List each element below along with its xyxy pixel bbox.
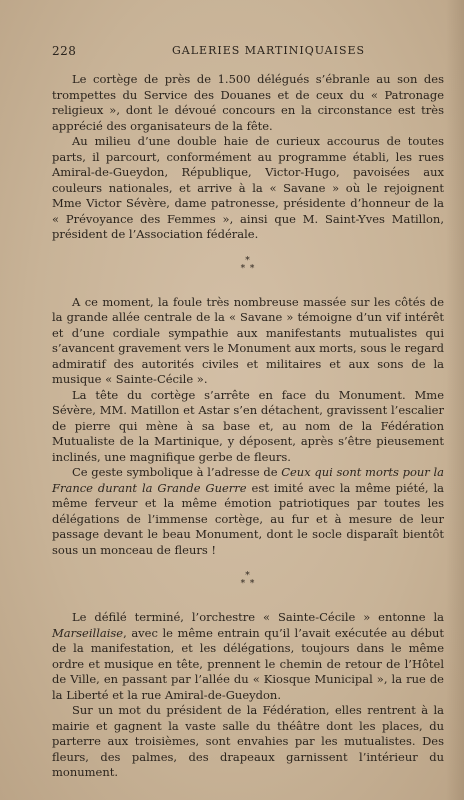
- paragraph: A ce moment, la foule très nombreuse massée sur les côtés de la grande allée centrale de la « Savane » témoigne d’un vif intérêt et d’une cordiale sympathie aux manifestants mutualistes qui s’avancent gravement vers le Monument aux morts, sous le regard admiratif des autorités civiles et militaires et aux sons de la musique « Sainte-Cécile ».: [52, 294, 444, 386]
- paragraph: [52, 465, 444, 558]
- page-header: [52, 44, 414, 60]
- paragraph: Le cortège de près de 1.500 délégués s’ébranle au son des trompettes du Service des Douanes et de ceux du « Patronage religieux », dont le dévoué concours en la circonstance est très apprécié des organisateurs de la fête.: [52, 72, 444, 133]
- running-title: GALERIES MARTINIQUAISES: [172, 44, 366, 57]
- text-run: est imité avec la même piété, la même ferveur et la même émotion patriotiques par toutes les délégations de l’immense cortège, au fur et à mesure de leur passage devant le beau Monument, dont le socle disparaît bientôt sous un monceau de fleurs !: [52, 480, 445, 557]
- asterisk-bottom: * *: [240, 579, 256, 589]
- text-run: Ce geste symbolique à l’adresse de: [72, 465, 282, 479]
- section-separator: [52, 257, 444, 273]
- paragraph: La tête du cortège s’arrête en face du Monument. Mme Sévère, MM. Matillon et Astar s’en détachent, gravissent l’escalier de pierre qui mène à sa base et, au nom de la Fédération Mutualiste de la Martinique, y déposent, après s’être pieusement inclinés, une magnifique gerbe de fleurs.: [52, 387, 444, 464]
- text-run: , avec le même entrain qu’il l’avait exécutée au début de la manifestation, et les délégations, toujours dans le même ordre et musique en tête, prennent le chemin de retour de l’Hôtel de Ville, en passant par l’allée du « Kiosque Municipal », la rue de la Liberté et la rue Amiral-de-Gueydon.: [52, 625, 444, 702]
- paragraph: Sur un mot du président de la Fédération, elles rentrent à la mairie et gagnent la vaste salle du théâtre dont les places, du parterre aux troisièmes, sont envahies par les mutualistes. Des fleurs, des palmes, des drapeaux garnissent l’intérieur du monument.: [52, 703, 444, 779]
- page-number: 228: [52, 44, 77, 58]
- section-separator: [52, 572, 444, 588]
- italic-quote: Ceux qui sont morts pour la France durant la Grande Guerre: [52, 465, 444, 495]
- page-body: [52, 72, 444, 781]
- italic-title: Marseillaise: [52, 625, 124, 640]
- asterisk-bottom: * *: [240, 263, 256, 274]
- text-run: Le défilé terminé, l’orchestre « Sainte-Cécile » entonne la: [72, 610, 444, 624]
- asterisk-top: *: [245, 255, 251, 266]
- paragraph: [52, 610, 444, 703]
- page-edge-shadow: [446, 0, 464, 800]
- paragraph: Au milieu d’une double haie de curieux accourus de toutes parts, il parcourt, conformément au programme établi, les rues Amiral-de-Gueydon, République, Victor-Hugo, pavoisées aux couleurs nationales, et arrive à la « Savane » où le rejoignent Mme Victor Sévère, dame patronesse, présidente d’honneur de la « Prévoyance des Femmes », ainsi que M. Saint-Yves Matillon, président de l’Association fédérale.: [52, 134, 444, 241]
- asterisk-top: *: [245, 571, 251, 581]
